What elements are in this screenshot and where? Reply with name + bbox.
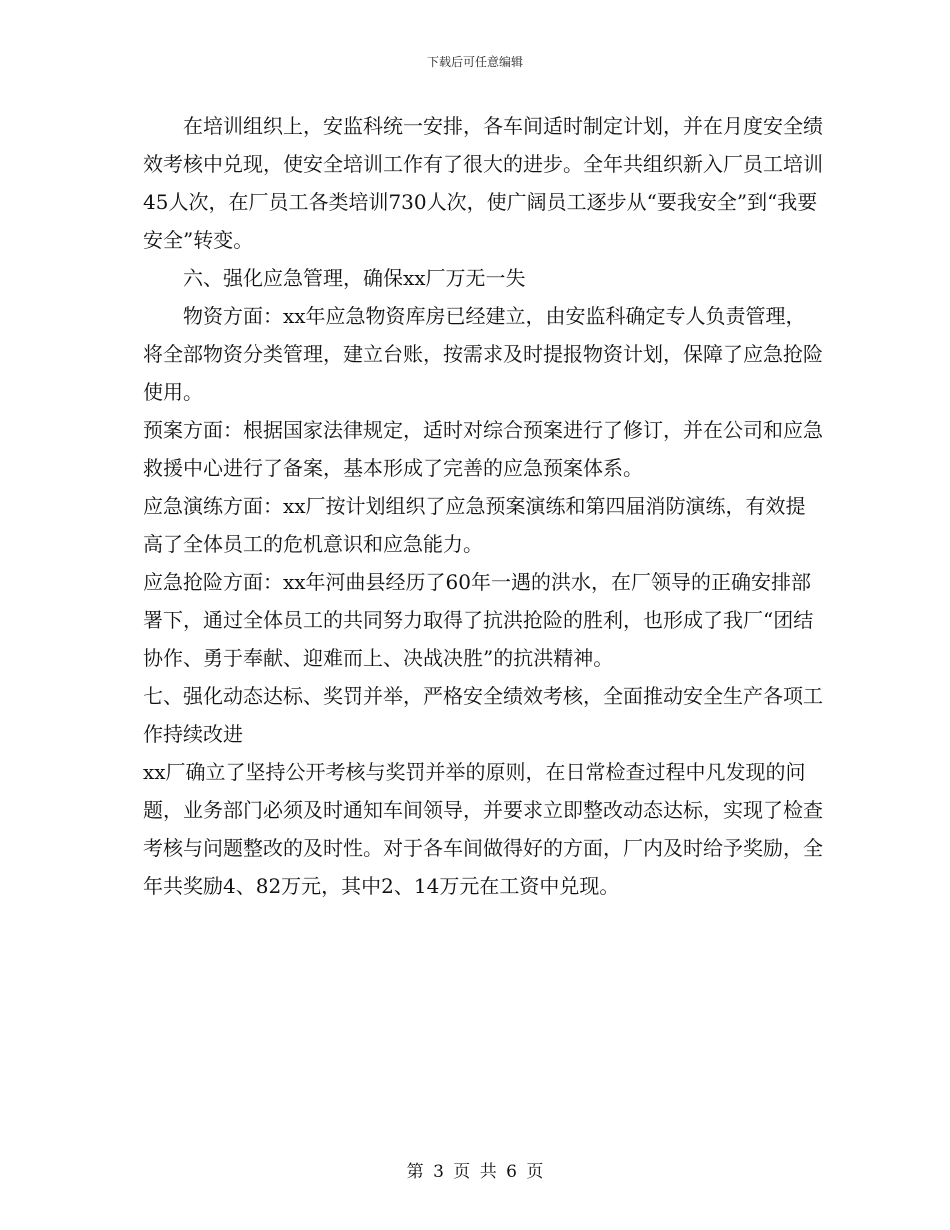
- page-number: 第 3 页 共 6 页: [406, 1162, 544, 1182]
- paragraph-plans: 预案方面：根据国家法律规定，适时对综合预案进行了修订，并在公司和应急救援中心进行了备案，基本形成了完善的应急预案体系。: [143, 418, 823, 480]
- section-heading-six: 六、强化应急管理，确保xx厂万无一失: [183, 266, 526, 290]
- paragraph-drills: 应急演练方面：xx厂按计划组织了应急预案演练和第四届消防演练，有效提高了全体员工的危机意识和应急能力。: [143, 494, 806, 556]
- paragraph-materials: 物资方面：xx年应急物资库房已经建立，由安监科确定专人负责管理，将全部物资分类管理，建立台账，按需求及时提报物资计划，保障了应急抢险使用。: [143, 304, 823, 404]
- section-heading-seven: 七、强化动态达标、奖罚并举，严格安全绩效考核，全面推动安全生产各项工作持续改进: [143, 684, 823, 746]
- page-header: 下载后可任意编辑: [426, 55, 523, 69]
- paragraph-training: 在培训组织上，安监科统一安排，各车间适时制定计划，并在月度安全绩效考核中兑现，使安全培训工作有了很大的进步。全年共组织新入厂员工培训45人次，在厂员工各类培训730人次，使广阔员工逐步从“要我安全”到“我要安全”转变。: [143, 114, 823, 252]
- document-body: [143, 107, 823, 905]
- paragraph-assessment: xx厂确立了坚持公开考核与奖罚并举的原则，在日常检查过程中凡发现的问题，业务部门必须及时通知车间领导，并要求立即整改动态达标，实现了检查考核与问题整改的及时性。对于各车间做得好的方面，厂内及时给予奖励，全年共奖励4、82万元，其中2、14万元在工资中兑现。: [143, 760, 823, 898]
- paragraph-rescue: 应急抢险方面：xx年河曲县经历了60年一遇的洪水，在厂领导的正确安排部署下，通过全体员工的共同努力取得了抗洪抢险的胜利，也形成了我厂“团结协作、勇于奉献、迎难而上、决战决胜”的抗洪精神。: [143, 570, 814, 670]
